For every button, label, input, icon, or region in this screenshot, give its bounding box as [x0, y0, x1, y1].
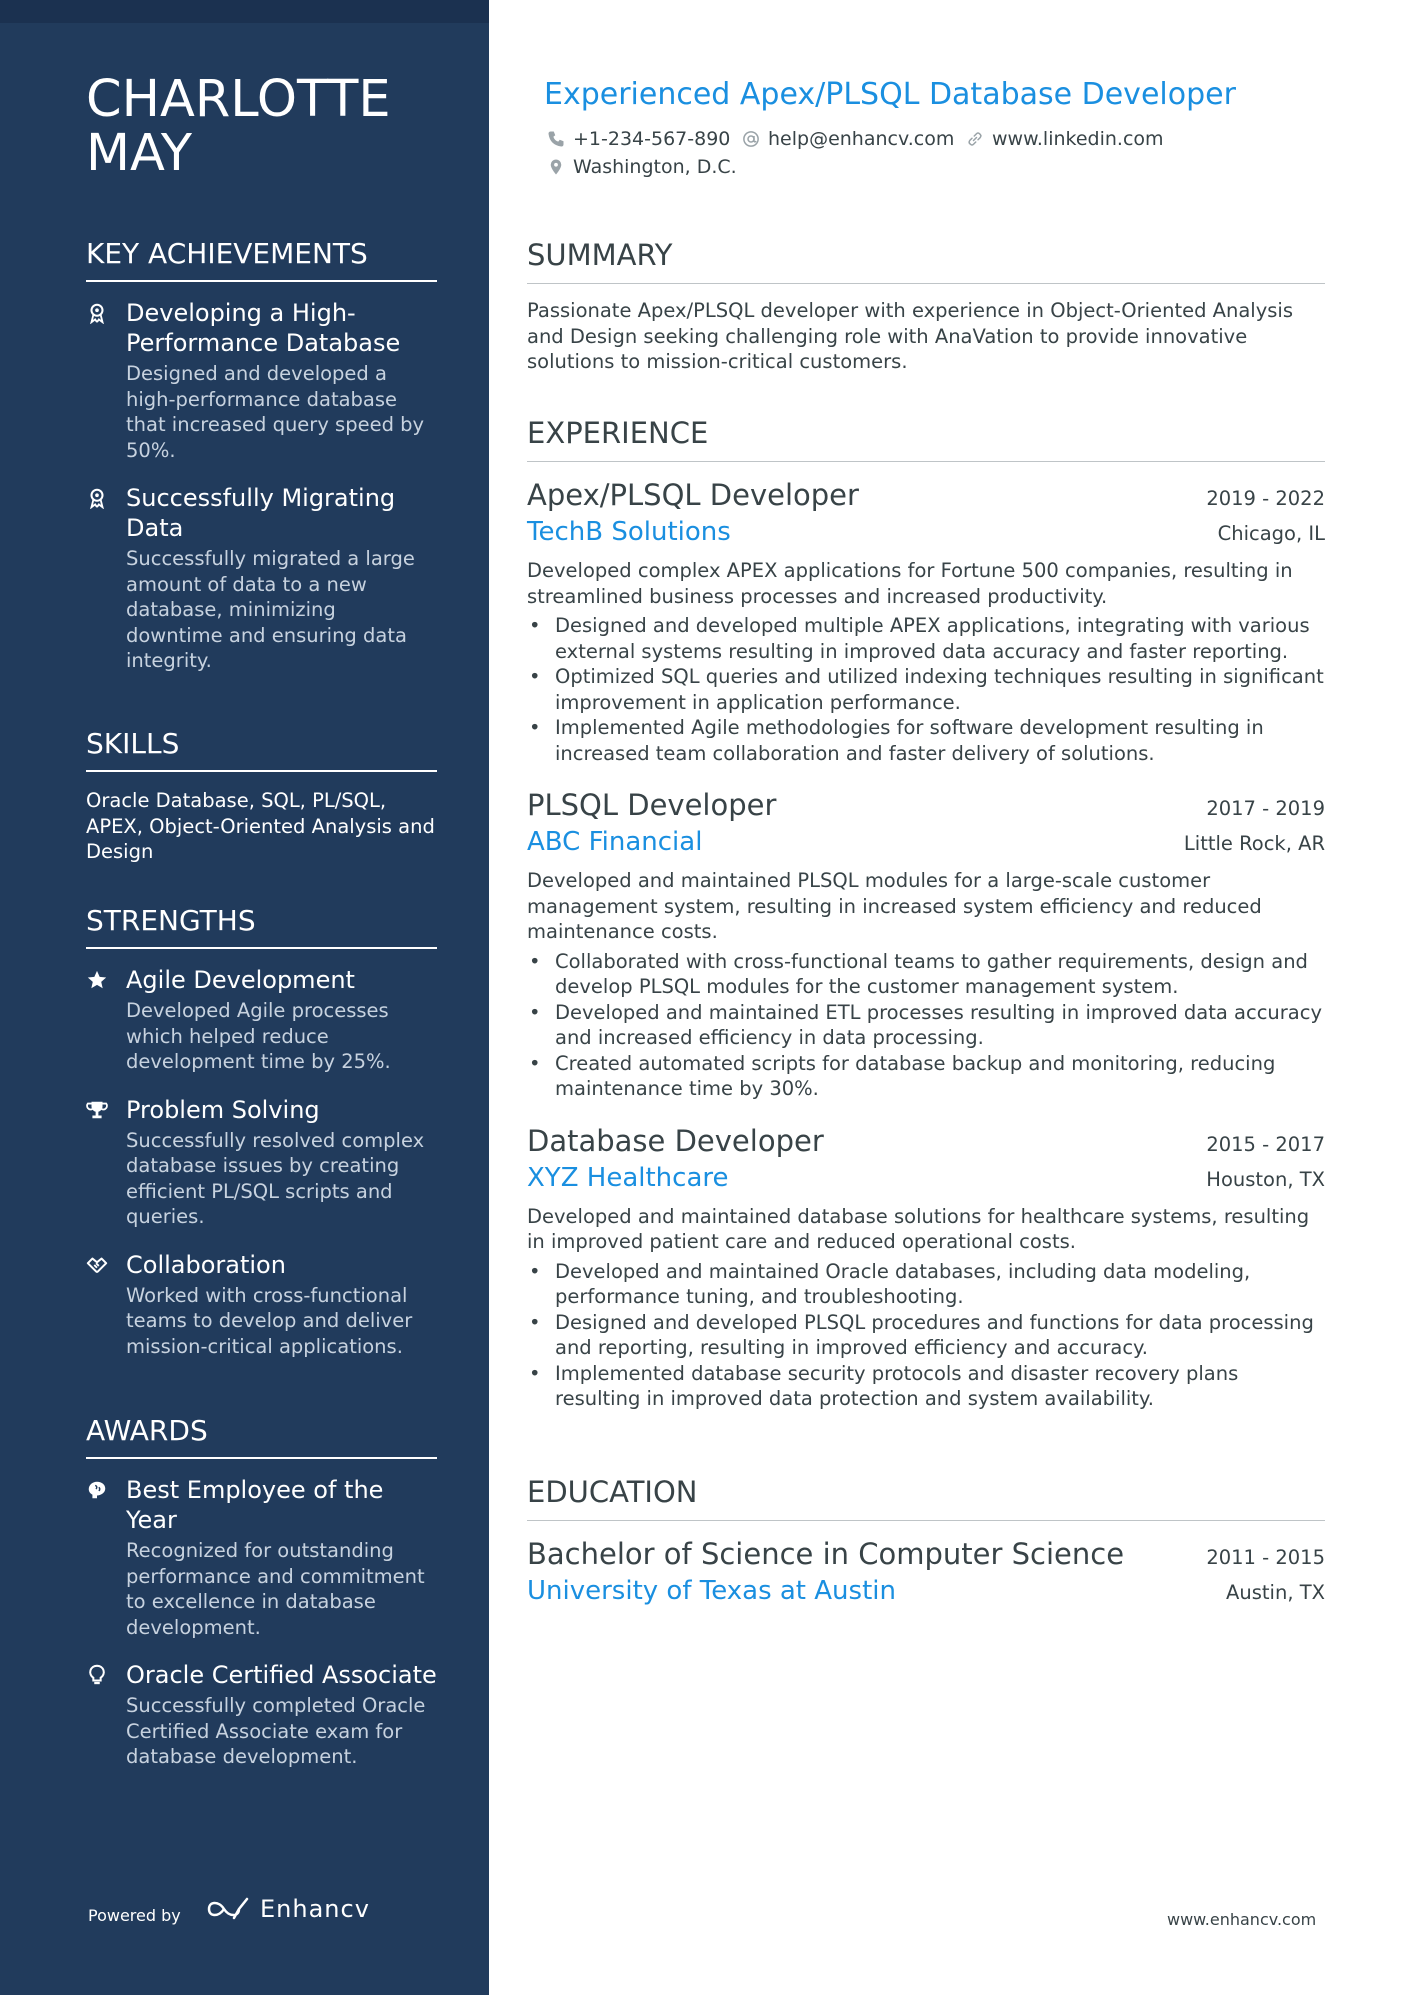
job-dates: 2017 - 2019 — [1206, 797, 1325, 820]
job-bullet: • Collaborated with cross-functional teams to gather requirements, design and develop PLSQL modules for the customer management system. — [527, 949, 1325, 1000]
job-bullets — [527, 1259, 1325, 1412]
website-text: www.linkedin.com — [992, 128, 1164, 150]
achievement-desc: Successfully migrated a large amount of data to a new database, minimizing downtime and ensuring data integrity. — [126, 547, 415, 672]
candidate-name — [86, 70, 466, 183]
summary-section — [527, 237, 1325, 375]
key-achievements-section — [86, 236, 437, 694]
location-text: Washington, D.C. — [573, 156, 737, 178]
brain-icon — [86, 1479, 108, 1501]
resume-headline: Experienced Apex/PLSQL Database Developer — [544, 77, 1236, 112]
key-achievements-heading: KEY ACHIEVEMENTS — [86, 236, 437, 282]
job-dates: 2015 - 2017 — [1206, 1132, 1325, 1156]
footer-url[interactable]: www.enhancv.com — [1167, 1910, 1317, 1929]
job-dates: 2019 - 2022 — [1206, 487, 1325, 510]
handshake-icon — [86, 1254, 108, 1276]
skills-heading: SKILLS — [86, 726, 437, 772]
ribbon-icon — [86, 302, 108, 324]
strength-item — [86, 1250, 437, 1360]
strength-desc: Successfully resolved complex database issues by creating efficient PL/SQL scripts and queries. — [126, 1128, 425, 1228]
job-company: XYZ Healthcare — [527, 1162, 729, 1193]
job-entry — [527, 476, 1325, 766]
award-title: Oracle Certified Associate — [126, 1661, 437, 1689]
job-bullet: • Implemented Agile methodologies for software development resulting in increased team collaboration and faster delivery of solutions. — [527, 715, 1325, 766]
award-desc: Successfully completed Oracle Certified Associate exam for database development. — [126, 1694, 426, 1768]
location-pin-icon — [547, 158, 565, 176]
school-location: Austin, TX — [1226, 1581, 1325, 1604]
skills-list: Oracle Database, SQL, PL/SQL, APEX, Object-Oriented Analysis and Design — [86, 789, 435, 863]
link-icon — [966, 130, 984, 148]
powered-by-label: Powered by — [88, 1906, 181, 1925]
strength-title: Problem Solving — [126, 1095, 320, 1124]
strength-desc: Worked with cross-functional teams to develop and deliver mission-critical applications. — [126, 1283, 413, 1358]
education-dates: 2011 - 2015 — [1206, 1546, 1325, 1569]
education-heading: EDUCATION — [527, 1474, 1325, 1521]
strength-item — [86, 1095, 437, 1230]
achievement-item — [86, 483, 437, 674]
job-location: Houston, TX — [1206, 1167, 1325, 1191]
phone-text: +1-234-567-890 — [573, 128, 731, 150]
strength-title: Agile Development — [126, 966, 355, 994]
awards-section — [86, 1413, 437, 1790]
strength-title: Collaboration — [126, 1250, 286, 1279]
education-section — [527, 1474, 1325, 1609]
enhancv-logo-icon — [206, 1896, 252, 1922]
lightbulb-icon — [86, 1664, 108, 1686]
name-first: CHARLOTTE — [86, 70, 391, 129]
job-bullets — [527, 613, 1325, 766]
sidebar-top-strip — [0, 0, 489, 23]
job-description: Developed and maintained database solutions for healthcare systems, resulting in improved patient care and reduced operational costs. — [527, 1204, 1310, 1253]
degree: Bachelor of Science in Computer Science — [527, 1537, 1125, 1571]
strength-desc: Developed Agile processes which helped reduce development time by 25%. — [126, 999, 391, 1073]
award-item — [86, 1660, 437, 1770]
contact-website[interactable] — [966, 127, 1164, 151]
award-item — [86, 1475, 437, 1640]
job-bullet: • Designed and developed multiple APEX applications, integrating with various external systems resulting in improved data accuracy and faster reporting. — [527, 613, 1325, 664]
award-desc: Recognized for outstanding performance and commitment to excellence in database development. — [126, 1539, 425, 1639]
job-company: TechB Solutions — [527, 517, 731, 547]
achievement-title: Developing a High-Performance Database — [126, 299, 401, 357]
achievement-item — [86, 298, 437, 463]
achievement-title: Successfully Migrating Data — [126, 484, 396, 542]
experience-section — [527, 415, 1325, 1432]
enhancv-brand-text: Enhancv — [260, 1895, 370, 1923]
job-company: ABC Financial — [527, 827, 703, 857]
strengths-heading: STRENGTHS — [86, 903, 437, 949]
award-title: Best Employee of the Year — [126, 1476, 384, 1534]
summary-text: Passionate Apex/PLSQL developer with experience in Object-Oriented Analysis and Design seeking challenging role with AnaVation to provide innovative solutions to mission-critical customers. — [527, 299, 1294, 373]
job-entry — [527, 1122, 1325, 1412]
achievement-desc: Designed and developed a high-performance database that increased query speed by 50%. — [126, 362, 425, 462]
job-title: PLSQL Developer — [527, 788, 777, 822]
ribbon-icon — [86, 487, 108, 509]
job-title: Apex/PLSQL Developer — [527, 478, 859, 512]
school-name: University of Texas at Austin — [527, 1576, 896, 1606]
job-entry — [527, 786, 1325, 1102]
contact-email[interactable] — [742, 127, 954, 151]
awards-heading: AWARDS — [86, 1413, 437, 1459]
contact-phone — [547, 127, 730, 151]
job-bullets — [527, 949, 1325, 1102]
experience-heading: EXPERIENCE — [527, 415, 1325, 462]
sidebar — [0, 0, 489, 1995]
strength-item — [86, 965, 437, 1075]
phone-icon — [547, 130, 565, 148]
at-icon — [742, 130, 760, 148]
job-bullet: • Developed and maintained ETL processes resulting in improved data accuracy and increased efficiency in data processing. — [527, 1000, 1325, 1051]
job-location: Chicago, IL — [1217, 522, 1325, 545]
email-text: help@enhancv.com — [768, 128, 955, 150]
skills-section — [86, 726, 437, 865]
job-bullet: • Implemented database security protocols and disaster recovery plans resulting in improved data protection and system availability. — [527, 1361, 1325, 1412]
job-description: Developed complex APEX applications for Fortune 500 companies, resulting in streamlined business processes and increased productivity. — [527, 559, 1293, 608]
job-bullet: • Optimized SQL queries and utilized indexing techniques resulting in significant improvement in application performance. — [527, 664, 1325, 715]
trophy-icon — [86, 1099, 108, 1121]
job-title: Database Developer — [527, 1123, 824, 1158]
summary-heading: SUMMARY — [527, 237, 1325, 284]
job-location: Little Rock, AR — [1183, 832, 1325, 855]
job-bullet: • Created automated scripts for database backup and monitoring, reducing maintenance time by 30%. — [527, 1051, 1325, 1102]
star-icon — [86, 969, 108, 991]
job-bullet: • Designed and developed PLSQL procedures and functions for data processing and reporting, resulting in improved efficiency and accuracy. — [527, 1310, 1325, 1361]
enhancv-logo[interactable] — [206, 1895, 370, 1923]
strengths-section — [86, 903, 437, 1379]
job-description: Developed and maintained PLSQL modules for a large-scale customer management system, resulting in increased system efficiency and reduced maintenance costs. — [527, 869, 1262, 943]
job-bullet: • Developed and maintained Oracle databases, including data modeling, performance tuning, and troubleshooting. — [527, 1259, 1325, 1310]
name-last: MAY — [86, 124, 193, 183]
contact-location — [547, 155, 737, 179]
